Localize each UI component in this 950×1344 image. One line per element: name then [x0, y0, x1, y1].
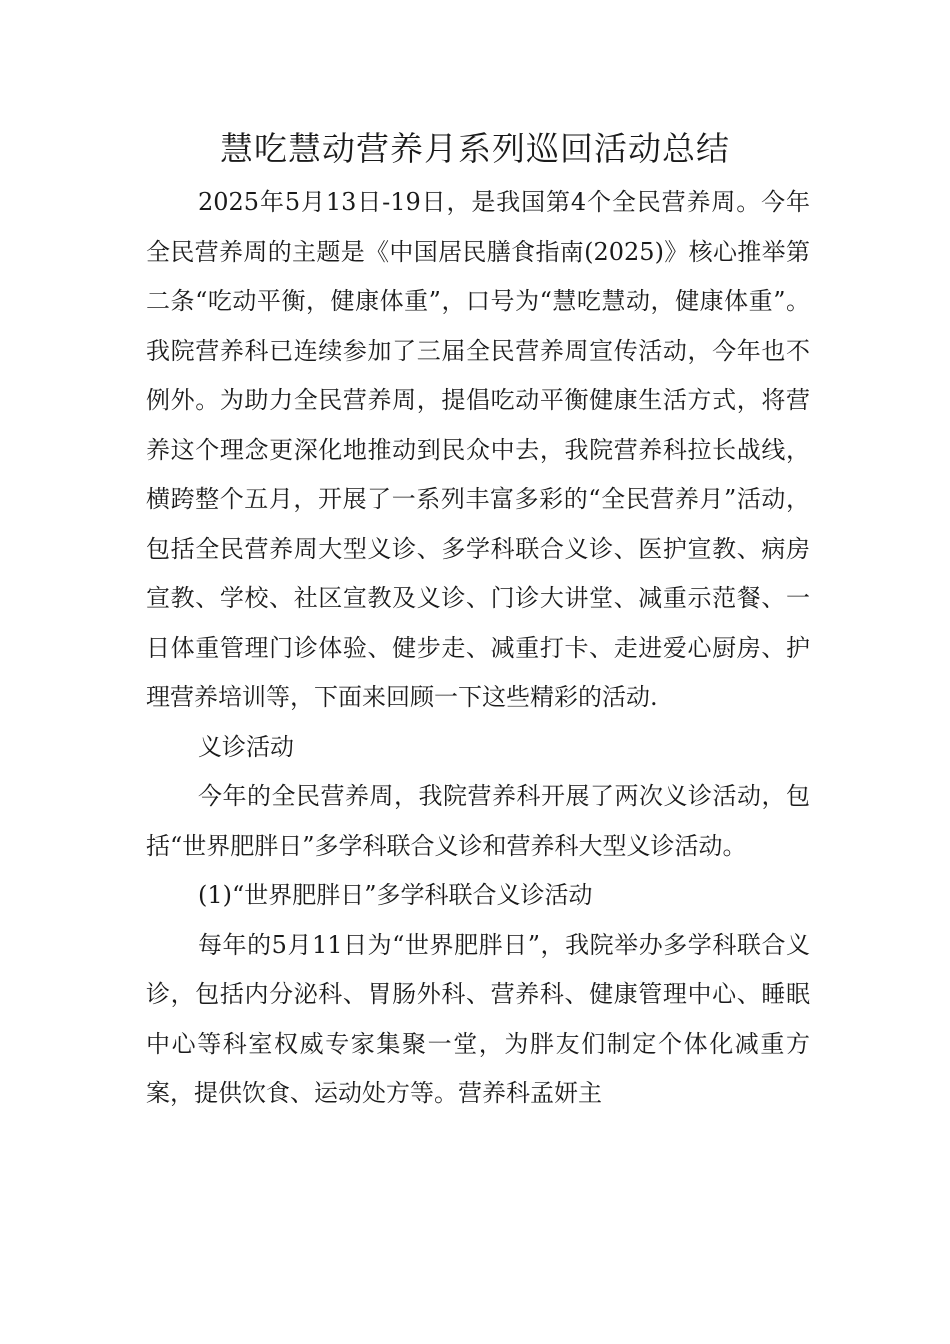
section-heading-free-clinic: 义诊活动 [198, 732, 294, 761]
subheading-obesity-day: (1)“世界肥胖日”多学科联合义诊活动 [198, 881, 593, 909]
paragraph-intro: 2025年5月13日-19日，是我国第4个全民营养周。今年全民营养周的主题是《中国居民膳食指南(2025)》核心推举第二条“吃动平衡，健康体重”，口号为“慧吃慧动，健康体重”。我院营养科已连续参加了三届全民营养周宣传活动，今年也不例外。为助力全民营养周，提倡吃动平衡健康生活方式，将营养这个理念更深化地推动到民众中去，我院营养科拉长战线，横跨整个五月，开展了一系列丰富多彩的“全民营养月”活动，包括全民营养周大型义诊、多学科联合义诊、医护宣教、病房宣教、学校、社区宣教及义诊、门诊大讲堂、减重示范餐、一日体重管理门诊体验、健步走、减重打卡、走进爱心厨房、护理营养培训等，下面来回顾一下这些精彩的活动. [146, 188, 810, 711]
document-body [146, 178, 810, 1119]
paragraph-obesity-day: 每年的5月11日为“世界肥胖日”，我院举办多学科联合义诊，包括内分泌科、胃肠外科、营养科、健康管理中心、睡眠中心等科室权威专家集聚一堂，为胖友们制定个体化减重方案，提供饮食、运动处方等。营养科孟妍主 [146, 930, 810, 1107]
document-title: 慧吃慧动营养月系列巡回活动总结 [220, 129, 730, 168]
paragraph-free-clinic: 今年的全民营养周，我院营养科开展了两次义诊活动，包括“世界肥胖日”多学科联合义诊和营养科大型义诊活动。 [146, 782, 810, 860]
